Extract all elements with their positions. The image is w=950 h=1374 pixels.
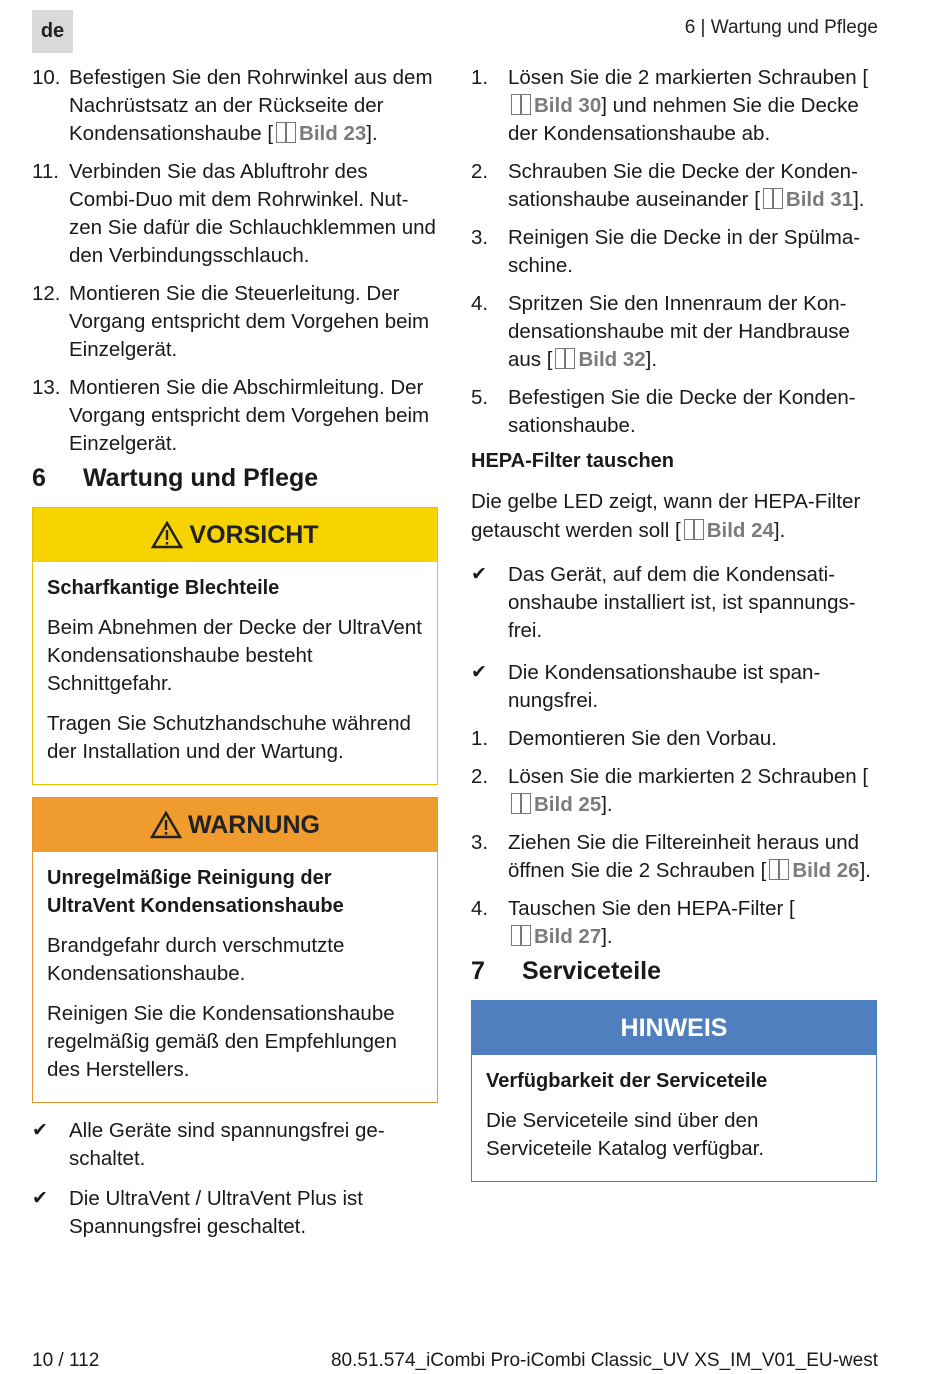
checkmark-icon: ✔ — [32, 1188, 48, 1209]
right-column — [471, 64, 877, 1194]
list-item: 3. Ziehen Sie die Filtereinheit heraus und öffnen Sie die 2 Schrauben [ Bild 26]. — [471, 831, 871, 882]
list-item: 2. Schrauben Sie die Decke der Konden-sationshaube auseinander [ Bild 31]. — [471, 160, 865, 211]
warning-triangle-icon — [151, 521, 183, 549]
list-item: 1. Lösen Sie die 2 markierten Schrauben [Bild 30] und nehmen Sie die Decke der Kondensationshaube ab. — [471, 66, 869, 145]
language-tag: de — [32, 10, 73, 53]
checkmark-icon: ✔ — [471, 564, 487, 585]
checkmark-icon: ✔ — [32, 1120, 48, 1141]
checkmark-icon: ✔ — [471, 662, 487, 683]
page-number: 10 / 112 — [32, 1350, 100, 1371]
step-number: 3. — [471, 831, 489, 854]
book-icon — [555, 348, 575, 369]
book-icon — [763, 188, 783, 209]
list-item: 1. Demontieren Sie den Vorbau. — [471, 725, 877, 753]
warning-title: Unregelmäßige Reinigung der UltraVent Kondensationshaube — [47, 867, 344, 917]
step-text: Montieren Sie die Steuerleitung. Der Vorgang entspricht dem Vorgehen beim Einzelgerät. — [69, 282, 430, 361]
step-number: 4. — [471, 897, 489, 920]
warning-box — [32, 797, 438, 1103]
book-icon — [511, 94, 531, 115]
step-number: 11. — [32, 160, 59, 183]
checklist-item: ✔ Das Gerät, auf dem die Kondensati-onshaube installiert ist, ist spannungs-frei. — [471, 563, 856, 642]
figure-link[interactable]: Bild 27 — [508, 925, 601, 948]
step-number: 1. — [471, 66, 489, 89]
warning-text: Reinigen Sie die Kondensationshaube regelmäßig gemäß den Empfehlungen des Herstellers. — [47, 1002, 397, 1081]
checklist-item: ✔ Die Kondensationshaube ist span-nungsfrei. — [471, 661, 821, 712]
step-number: 4. — [471, 292, 489, 315]
step-number: 10. — [32, 66, 61, 89]
note-header: HINWEIS — [472, 1001, 876, 1055]
section-heading: 6 Wartung und Pflege — [32, 464, 319, 492]
list-item: 3. Reinigen Sie die Decke in der Spülma-schine. — [471, 226, 861, 277]
list-item — [32, 374, 438, 458]
figure-link[interactable]: Bild 24 — [681, 519, 774, 542]
list-item — [32, 280, 438, 364]
list-item: 10. Befestigen Sie den Rohrwinkel aus dem Nachrüstsatz an der Rückseite der Kondensationshaube [ Bild 23]. — [32, 66, 433, 145]
warning-triangle-icon — [150, 811, 182, 839]
book-icon — [769, 859, 789, 880]
figure-link[interactable]: Bild 32 — [552, 348, 645, 371]
running-header: 6 | Wartung und Pflege — [684, 17, 878, 38]
section-heading: 7 Serviceteile — [471, 957, 661, 985]
step-number: 13. — [32, 376, 61, 399]
paragraph: Die gelbe LED zeigt, wann der HEPA-Filter getauscht werden soll [ Bild 24]. — [471, 490, 861, 542]
checklist-item: ✔ Die UltraVent / UltraVent Plus ist Spannungsfrei geschaltet. — [32, 1187, 363, 1238]
caution-header: VORSICHT — [33, 508, 437, 562]
book-icon — [684, 519, 704, 540]
checklist-item: ✔ Alle Geräte sind spannungsfrei ge-schaltet. — [32, 1119, 385, 1170]
list-item: 5. Befestigen Sie die Decke der Konden-sationshaube. — [471, 386, 856, 437]
left-column — [32, 64, 438, 1251]
figure-link[interactable]: Bild 31 — [760, 188, 853, 211]
caution-box — [32, 507, 438, 785]
book-icon — [511, 925, 531, 946]
list-item — [32, 158, 438, 270]
caution-title: Scharfkantige Blechteile — [47, 577, 280, 599]
warning-text: Brandgefahr durch verschmutzte Kondensationshaube. — [47, 934, 345, 985]
caution-text: Tragen Sie Schutzhandschuhe während der Installation und der Wartung. — [47, 712, 411, 763]
figure-link[interactable]: Bild 25 — [508, 793, 601, 816]
list-item: 2. Lösen Sie die markierten 2 Schrauben [Bild 25]. — [471, 765, 869, 816]
figure-link[interactable]: Bild 23 — [273, 122, 366, 145]
step-number: 3. — [471, 226, 489, 249]
list-item: 4. Spritzen Sie den Innenraum der Kon-densationshaube mit der Handbrause aus [ Bild 32]. — [471, 292, 850, 371]
figure-link[interactable]: Bild 26 — [766, 859, 859, 882]
step-text: Verbinden Sie das Abluftrohr des Combi-Duo mit dem Rohrwinkel. Nut-zen Sie dafür die Schlauchklemmen und den Verbindungsschlauch. — [69, 160, 436, 267]
document-id: 80.51.574_iCombi Pro-iCombi Classic_UV XS_IM_V01_EU-west — [330, 1350, 878, 1371]
book-icon — [511, 793, 531, 814]
step-text: Montieren Sie die Abschirmleitung. Der Vorgang entspricht dem Vorgehen beim Einzelgerät. — [69, 376, 430, 455]
book-icon — [276, 122, 296, 143]
note-text: Die Serviceteile sind über den Serviceteile Katalog verfügbar. — [486, 1109, 765, 1160]
step-text: Befestigen Sie den Rohrwinkel aus dem Nachrüstsatz an der Rückseite der Kondensationshaube [ — [69, 66, 433, 145]
step-number: 1. — [471, 727, 489, 750]
note-title: Verfügbarkeit der Serviceteile — [486, 1070, 768, 1092]
subheading: HEPA-Filter tauschen — [471, 450, 674, 472]
step-number: 2. — [471, 160, 489, 183]
warning-header: WARNUNG — [33, 798, 437, 852]
step-number: 12. — [32, 282, 61, 305]
step-number: 5. — [471, 386, 489, 409]
note-box — [471, 1000, 877, 1182]
figure-link[interactable]: Bild 30 — [508, 94, 601, 117]
step-number: 2. — [471, 765, 489, 788]
list-item: 4. Tauschen Sie den HEPA-Filter [Bild 27]. — [471, 897, 795, 948]
caution-text: Beim Abnehmen der Decke der UltraVent Kondensationshaube besteht Schnittgefahr. — [47, 616, 422, 695]
